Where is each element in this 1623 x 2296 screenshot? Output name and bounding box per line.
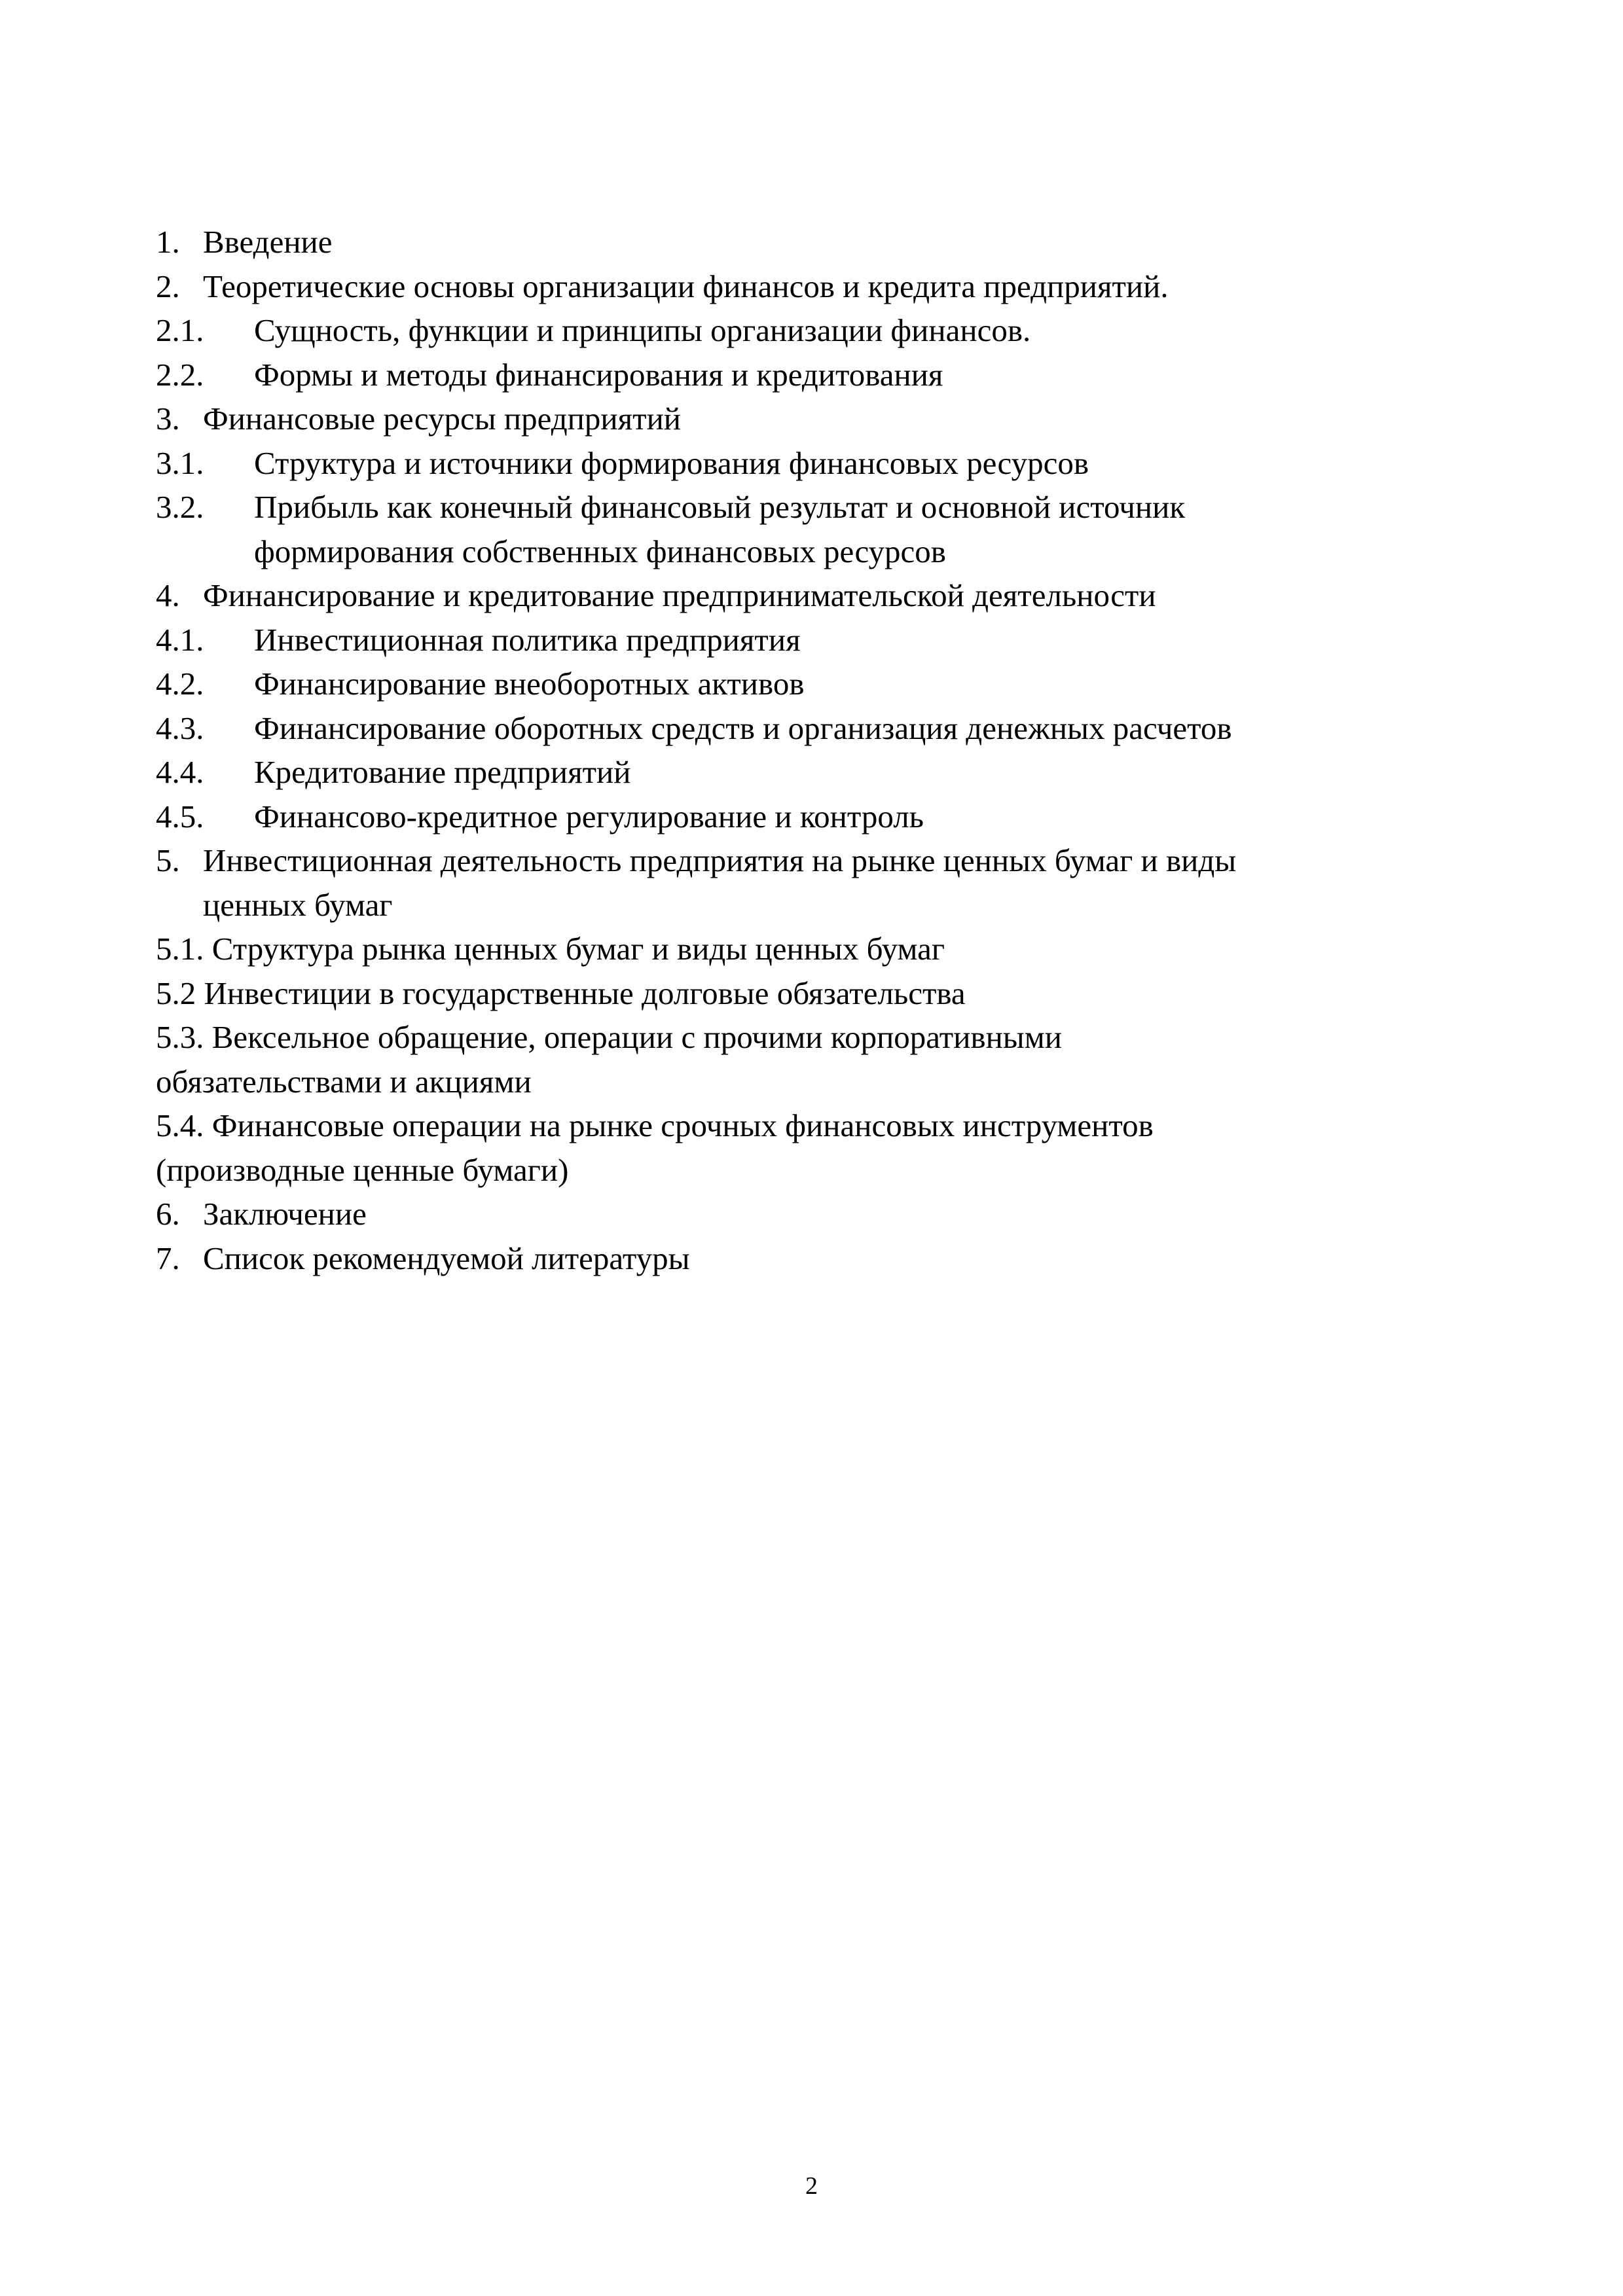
- page-number: 2: [805, 2172, 818, 2200]
- toc-entry: [156, 971, 1504, 1016]
- toc-entry: [156, 750, 1504, 795]
- toc-entry: [156, 838, 1504, 883]
- toc-entry-number: 2.2.: [156, 356, 204, 393]
- toc-entry-text: Инвестиционная политика предприятия: [254, 621, 801, 658]
- toc-entry-number: 4.3.: [156, 709, 204, 746]
- toc-entry: [156, 662, 1504, 706]
- toc-entry-number: 4.5.: [156, 798, 204, 834]
- toc-entry: [156, 1103, 1504, 1148]
- toc-entry-number: 6.: [156, 1196, 180, 1232]
- toc-entry-text: 5.1. Структура рынка ценных бумаг и виды ценных бумаг: [156, 931, 945, 967]
- toc-entry-number: 4.: [156, 577, 180, 613]
- toc-entry-text: Прибыль как конечный финансовый результат и основной источник: [254, 489, 1186, 525]
- toc-entry-text: Заключение: [203, 1196, 367, 1232]
- toc-entry: [156, 883, 1504, 927]
- toc-entry: [156, 706, 1504, 751]
- toc-entry-text: Теоретические основы организации финансов и кредита предприятий.: [203, 268, 1169, 304]
- toc-entry-text: Финансово-кредитное регулирование и контроль: [254, 798, 924, 834]
- toc-entry: [156, 618, 1504, 662]
- toc-entry-text: формирования собственных финансовых ресурсов: [254, 533, 946, 569]
- toc-entry-text: Формы и методы финансирования и кредитования: [254, 356, 943, 393]
- toc-entry-text: Инвестиционная деятельность предприятия на рынке ценных бумаг и виды: [203, 842, 1237, 878]
- toc-entry-number: 4.1.: [156, 621, 204, 658]
- toc-entry-number: 3.1.: [156, 444, 204, 481]
- toc-entry: [156, 308, 1504, 353]
- toc-entry-number: 4.2.: [156, 666, 204, 702]
- toc-entry-text: Финансирование и кредитование предпринимательской деятельности: [203, 577, 1156, 613]
- toc-entry: [156, 397, 1504, 441]
- toc-entry-number: 2.1.: [156, 312, 204, 348]
- toc-entry: [156, 1060, 1504, 1104]
- toc-entry-text: Введение: [203, 224, 333, 260]
- toc-entry: [156, 1192, 1504, 1236]
- toc-entry: [156, 264, 1504, 309]
- toc-entry-number: 5.: [156, 842, 180, 878]
- toc-entry: [156, 1148, 1504, 1193]
- toc-entry-text: 5.3. Вексельное обращение, операции с прочими корпоративными: [156, 1019, 1062, 1055]
- toc-entry: [156, 220, 1504, 264]
- toc-entry-number: 4.4.: [156, 754, 204, 790]
- toc-entry-text: 5.2 Инвестиции в государственные долговые обязательства: [156, 975, 966, 1011]
- toc-entry-number: 1.: [156, 224, 180, 260]
- toc-entry: [156, 441, 1504, 486]
- toc-entry: [156, 485, 1504, 529]
- toc-entry: [156, 529, 1504, 574]
- toc-entry: [156, 573, 1504, 618]
- toc-entry: [156, 353, 1504, 397]
- toc-entry-text: (производные ценные бумаги): [156, 1151, 569, 1188]
- toc-entry-text: Финансирование внеоборотных активов: [254, 666, 805, 702]
- toc-entry: [156, 1236, 1504, 1281]
- table-of-contents: [156, 220, 1504, 1280]
- toc-entry: [156, 927, 1504, 971]
- toc-entry-text: Кредитование предприятий: [254, 754, 631, 790]
- toc-entry: [156, 795, 1504, 839]
- toc-entry-number: 3.: [156, 401, 180, 437]
- toc-entry-text: Финансовые ресурсы предприятий: [203, 401, 682, 437]
- toc-entry-text: ценных бумаг: [203, 886, 393, 923]
- toc-entry-number: 7.: [156, 1240, 180, 1276]
- toc-entry-text: Структура и источники формирования финансовых ресурсов: [254, 444, 1089, 481]
- toc-entry: [156, 1015, 1504, 1060]
- toc-entry-number: 3.2.: [156, 489, 204, 525]
- toc-entry-text: 5.4. Финансовые операции на рынке срочных финансовых инструментов: [156, 1107, 1154, 1143]
- toc-entry-text: обязательствами и акциями: [156, 1063, 532, 1100]
- toc-entry-number: 2.: [156, 268, 180, 304]
- toc-entry-text: Финансирование оборотных средств и организация денежных расчетов: [254, 709, 1232, 746]
- toc-entry-text: Сущность, функции и принципы организации финансов.: [254, 312, 1031, 348]
- toc-entry-text: Список рекомендуемой литературы: [203, 1240, 690, 1276]
